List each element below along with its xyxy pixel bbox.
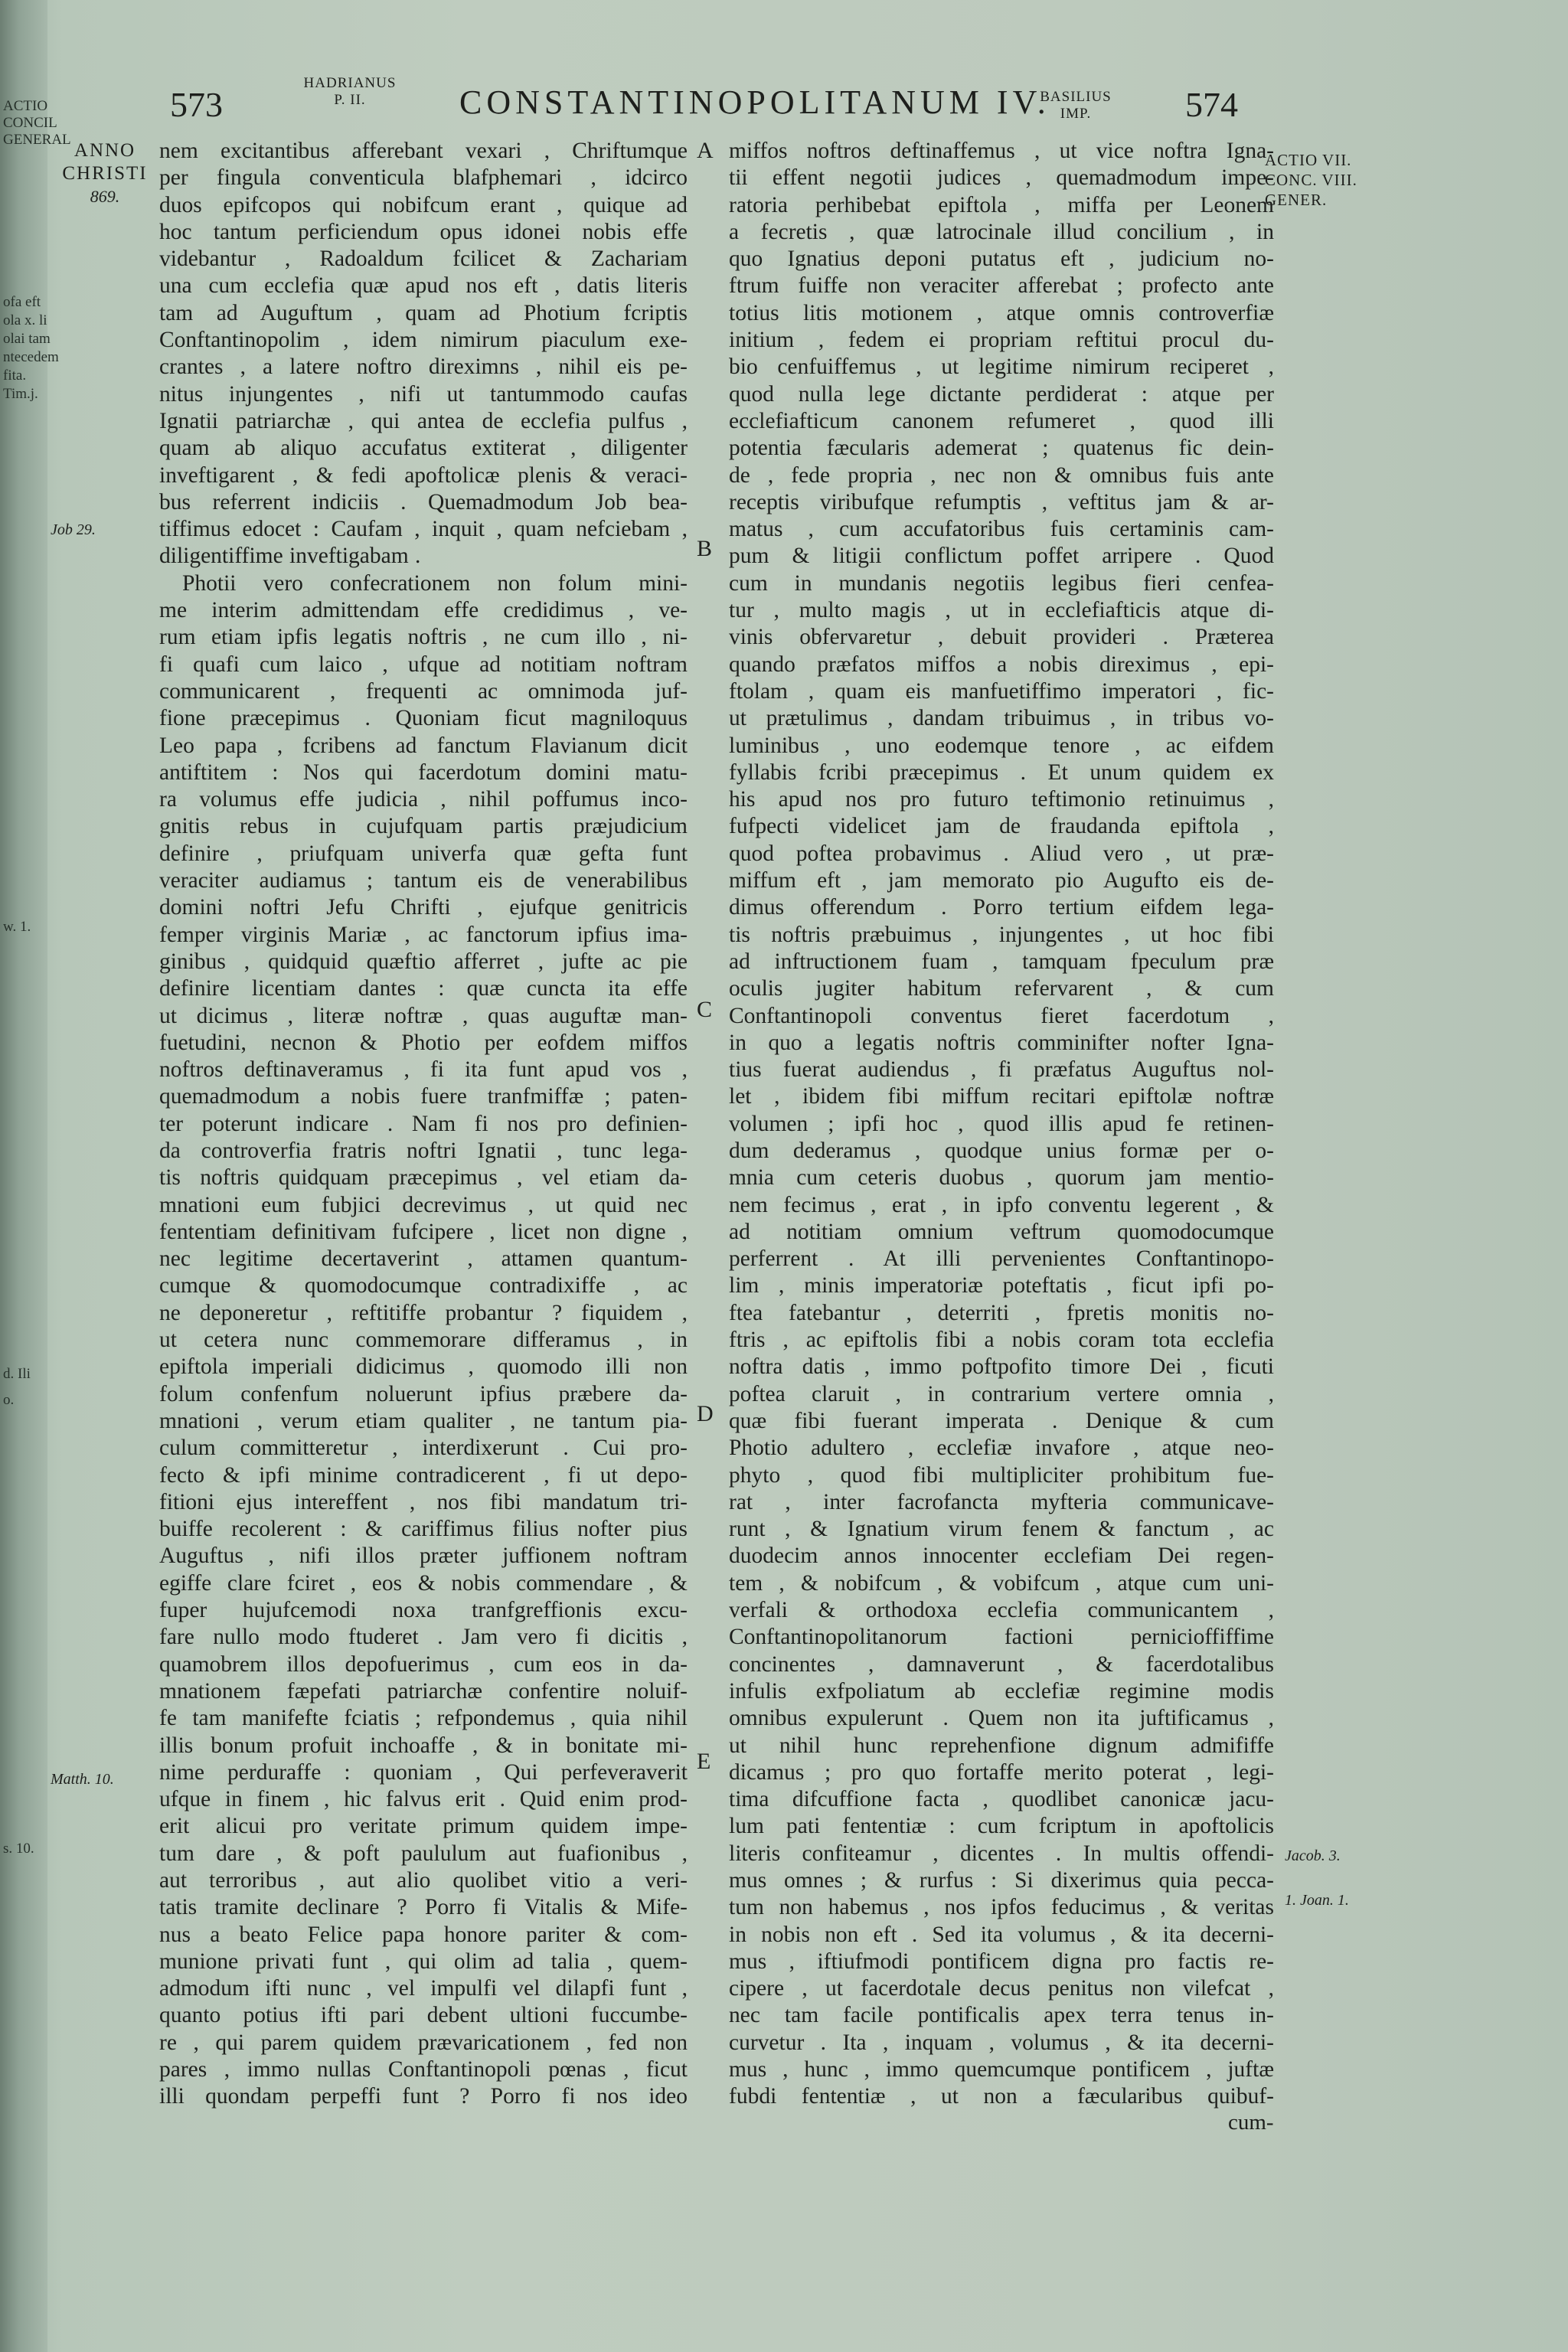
text-line: per fingula conventicula blafphemari , idcirco [159, 165, 688, 191]
catchword: cum- [1228, 2110, 1274, 2135]
text-line: volumen ; ipfi hoc , quod illis apud fe retinen- [729, 1111, 1274, 1136]
text-line: communicarent , frequenti ac omnimoda juf- [159, 678, 688, 704]
prev-page-fragment: GENERAL [3, 132, 71, 148]
text-line: diligentiffime inveftigabam . [159, 544, 421, 569]
text-line: mus , hunc , immo quemcumque pontificem , juftæ [729, 2057, 1274, 2082]
text-line: fi quafi cum laico , ufque ad notitiam noftram [159, 652, 688, 677]
text-line: tii effent negotii judices , quemadmodum impe- [729, 165, 1274, 191]
text-line: re , qui parem quidem prævaricationem , fed non [159, 2030, 688, 2055]
text-line: buiffe recolerent : & cariffimus filius nofter pius [159, 1517, 688, 1542]
text-line: ne deponeretur , reftitiffe probantur ? fiquidem , [159, 1300, 688, 1325]
prev-page-fragment: d. Ili [3, 1366, 31, 1382]
page-number-left: 573 [170, 85, 223, 124]
prev-page-fragment: fita. [3, 368, 27, 384]
text-line: fare nullo modo ftuderet . Jam vero fi dicitis , [159, 1625, 688, 1650]
text-column-right [729, 138, 1274, 2111]
text-line: una cum ecclefia quæ apud nos eft , datis literis [159, 273, 688, 299]
text-line: nec legitime decertaverint , attamen quantum- [159, 1246, 688, 1272]
text-line: fubdi fententiæ , ut non a fæcularibus quibuf- [729, 2084, 1274, 2109]
text-line: in quo a legatis noftris comminifter nofter Igna- [729, 1030, 1274, 1055]
prev-page-fragment: ACTIO [3, 98, 48, 114]
prev-page-fragment: s. 10. [3, 1841, 34, 1857]
margin-note-john: 1. Joan. 1. [1285, 1892, 1349, 1909]
text-line: fecto & ipfi minime contradicerent , fi ut depo- [159, 1462, 688, 1488]
text-line: egiffe clare fciret , eos & nobis commendare , & [159, 1570, 688, 1596]
text-line: his apud nos pro futuro teftimonio retinuimus , [729, 787, 1274, 812]
text-line: nitus injungentes , nifi ut tantummodo caufas [159, 381, 688, 407]
margin-note-job: Job 29. [51, 521, 96, 538]
text-line: munione privati funt , qui olim ad talia , quem- [159, 1949, 688, 1974]
text-line: Conftantinopoli conventus fieret facerdotum , [729, 1003, 1274, 1028]
text-line: tem , & nobifcum , & vobifcum , atque cum uni- [729, 1570, 1274, 1596]
text-line: noftros deftinaveramus , fi ita funt apud vos , [159, 1057, 688, 1083]
text-line: ginibus , quidquid quæftio afferret , jufte ac pie [159, 949, 688, 974]
text-line: vinis obfervaretur , debuit provideri . Præterea [729, 625, 1274, 650]
anno-label: ANNO [74, 140, 136, 161]
text-line: fuetudini, necnon & Photio per eofdem miffos [159, 1030, 688, 1055]
text-line: rum etiam ipfis legatis noftris , ne cum illo , ni- [159, 625, 688, 650]
actio-line: CONC. VIII. [1265, 171, 1357, 189]
text-line: tis noftris quidquam præcepimus , vel etiam da- [159, 1165, 688, 1191]
text-line: poftea claruit , in contrarium vertere omnia , [729, 1381, 1274, 1406]
text-line: Photii vero confecrationem non folum mini- [182, 570, 688, 596]
text-line: Photio adultero , ecclefiæ invafore , atque neo- [729, 1436, 1274, 1461]
section-letter-a: A [697, 138, 714, 163]
text-line: tima difcuffione facta , quodlibet canonicæ jacu- [729, 1787, 1274, 1812]
text-line: mnationi , verum etiam qualiter , ne tantum pia- [159, 1408, 688, 1433]
prev-page-fragment: olai tam [3, 331, 51, 347]
header-pope-name: HADRIANUS [303, 75, 397, 91]
text-line: nus a beato Felice papa honore pariter & com- [159, 1922, 688, 1947]
text-line: quæ fibi fuerant imperata . Denique & cum [729, 1408, 1274, 1433]
text-line: illi quondam perpeffi funt ? Porro fi nos ideo [159, 2084, 688, 2109]
text-line: receptis viribufque refumptis , veftitus jam & ar- [729, 489, 1274, 514]
text-line: bus referrent indiciis . Quemadmodum Job bea- [159, 489, 688, 514]
prev-page-fragment: w. 1. [3, 919, 31, 935]
text-line: erit alicui pro veritate primum quidem impe- [159, 1814, 688, 1839]
text-line: mus omnes ; & rurfus : Si dixerimus quia pecca- [729, 1868, 1274, 1893]
text-line: a fecretis , quæ latrocinale illud concilium , in [729, 219, 1274, 244]
prev-page-fragment: o. [3, 1392, 15, 1408]
text-line: duos epifcopos qui nobifcum erant , quique ad [159, 192, 688, 217]
text-line: verfali & orthodoxa ecclefia communicantem , [729, 1598, 1274, 1623]
text-line: Conftantinopolitanorum factioni pernicioffiffime [729, 1625, 1274, 1650]
text-line: ufque in finem , hic falvus erit . Quid enim prod- [159, 1787, 688, 1812]
text-line: Ignatii patriarchæ , qui antea de ecclefia pulfus , [159, 408, 688, 433]
text-line: gnitis rebus in cujufquam partis præjudicium [159, 814, 688, 839]
margin-note-matthew: Matth. 10. [51, 1771, 114, 1788]
text-line: fufpecti videlicet jam de fraudanda epiftola , [729, 814, 1274, 839]
text-line: ter poterunt indicare . Nam fi nos pro definien- [159, 1111, 688, 1136]
page-title: CONSTANTINOPOLITANUM IV. [459, 83, 1050, 121]
previous-page-edge [0, 0, 71, 2352]
text-line: tius fuerat audiendus , fi præfatus Auguftus nol- [729, 1057, 1274, 1083]
text-line: cipere , ut facerdotale decus penitus non vilefcat , [729, 1976, 1274, 2001]
actio-marginal [1265, 150, 1357, 210]
text-line: mnationem fæpefati patriarchæ confentire noluif- [159, 1678, 688, 1704]
text-line: mus , iftiufmodi pontificem digna pro factis re- [729, 1949, 1274, 1974]
text-line: tum dare , & poft paululum aut fuafionibus , [159, 1841, 688, 1866]
text-line: ftrum fuiffe non veraciter afferebat ; profecto ante [729, 273, 1274, 299]
text-line: dum dederamus , quodque unius formæ per o- [729, 1138, 1274, 1163]
text-line: potentia fæcularis ademerat ; quatenus fic dein- [729, 436, 1274, 461]
text-line: epiftola imperiali didicimus , quomodo illi non [159, 1354, 688, 1380]
section-letter-e: E [697, 1749, 711, 1774]
text-line: nec tam facile pontificalis apex terra tenus in- [729, 2003, 1274, 2028]
text-line: in nobis non eft . Sed ita volumus , & ita decerni- [729, 1922, 1274, 1947]
text-column-left [159, 138, 688, 2111]
text-line: infulis exfpoliatum ab ecclefiæ regimine modis [729, 1678, 1274, 1704]
text-line: ut prætulimus , dandam tribuimus , in tribus vo- [729, 706, 1274, 731]
text-line: omnibus expulerunt . Quem non ita juftificamus , [729, 1706, 1274, 1731]
header-pope-title: P. II. [334, 92, 366, 108]
header-emperor [1018, 89, 1133, 122]
header-emperor-title: IMP. [1060, 106, 1092, 122]
text-line: da controverfia fratris noftri Ignatii , tunc lega- [159, 1138, 688, 1163]
running-head [0, 70, 1568, 139]
text-line: matus , cum accufatoribus fuis certaminis cam- [729, 517, 1274, 542]
text-line: nime perduraffe : quoniam , Qui perfeveraverit [159, 1759, 688, 1785]
text-line: ftris , ac epiftolis fibi a nobis coram tota ecclefia [729, 1328, 1274, 1353]
text-line: quod poftea probavimus . Aliud vero , ut præ- [729, 841, 1274, 866]
text-line: rat , inter facrofancta myfteria communicave- [729, 1489, 1274, 1514]
text-line: dicamus ; pro quo fortaffe merito poterat , legi- [729, 1759, 1274, 1785]
prev-page-fragment: CONCIL [3, 115, 57, 131]
text-line: mnia cum ceteris duobus , quorum jam mentio- [729, 1165, 1274, 1191]
prev-page-fragment: Tim.j. [3, 386, 38, 402]
text-line: tiffimus edocet : Caufam , inquit , quam nefciebam , [159, 517, 688, 542]
text-line: cumque & quomodocumque contradixiffe , ac [159, 1273, 688, 1298]
text-line: folum confenfum noluerunt ipfius præbere da- [159, 1381, 688, 1406]
prev-page-fragment: ofa eft [3, 294, 41, 310]
text-line: lum pati fententiæ : cum fcriptum in apoftolicis [729, 1814, 1274, 1839]
text-line: ad notitiam omnium veftrum quomodocumque [729, 1219, 1274, 1244]
text-line: noftra datis , immo poftpofito timore Dei , ficuti [729, 1354, 1274, 1380]
text-line: ratoria perhibebat epiftola , miffa per Leonem [729, 192, 1274, 217]
text-line: femper virginis Mariæ , ac fanctorum ipfius ima- [159, 922, 688, 947]
text-line: nem fecimus , erat , in ipfo conventu legerent , & [729, 1192, 1274, 1217]
margin-note-james: Jacob. 3. [1285, 1847, 1341, 1864]
text-line: fuper hujufcemodi noxa tranfgreffionis excu- [159, 1598, 688, 1623]
text-line: ad inftructionem fuam , tamquam fpeculum præ [729, 949, 1274, 974]
text-line: me interim admittendam effe credidimus , ve- [159, 598, 688, 623]
text-line: tur , multo magis , ut in ecclefiafticis atque di- [729, 598, 1274, 623]
text-line: quod nulla lege dictante perdiderat : atque per [729, 381, 1274, 407]
text-line: fententiam definitivam fufcipere , licet non digne , [159, 1219, 688, 1244]
text-line: totius litis motionem , atque omnis controverfiæ [729, 300, 1274, 325]
text-line: quanto potius ifti pari debent ultioni fuccumbe- [159, 2003, 688, 2028]
text-line: ut dicimus , literæ noftræ , quas auguftæ man- [159, 1003, 688, 1028]
text-line: tum non habemus , nos ipfos feducimus , & veritas [729, 1895, 1274, 1920]
text-line: Auguftus , nifi illos præter juffionem noftram [159, 1544, 688, 1569]
text-line: initium , fedem ei propriam reftitui procul du- [729, 328, 1274, 353]
text-line: mnationi eum fubjici decrevimus , ut quid nec [159, 1192, 688, 1217]
text-line: duodecim annos innocenter ecclefiam Dei regen- [729, 1544, 1274, 1569]
text-line: inveftigarent , & fedi apoftolicæ plenis & veraci- [159, 462, 688, 488]
text-line: quam ab aliquo accufatus extiterat , diligenter [159, 436, 688, 461]
year-value: 869. [90, 187, 120, 206]
text-line: perferrent . At illi pervenientes Conftantinopo- [729, 1246, 1274, 1272]
text-line: quemadmodum a nobis fuere tranfmiffæ ; paten- [159, 1084, 688, 1109]
text-line: ftolam , quam eis manfuetiffimo imperatori , fic- [729, 678, 1274, 704]
text-line: veraciter audiamus ; tantum eis de venerabilibus [159, 868, 688, 893]
text-line: ut cetera nunc commemorare differamus , in [159, 1328, 688, 1353]
text-line: ecclefiafticum canonem refumeret , quod illi [729, 408, 1274, 433]
year-marginal [55, 139, 155, 208]
section-letter-c: C [697, 997, 713, 1022]
text-line: definire licentiam dantes : quæ cuncta ita effe [159, 976, 688, 1001]
text-line: concinentes , damnaverunt , & facerdotalibus [729, 1651, 1274, 1677]
prev-page-fragment: ola x. li [3, 312, 47, 328]
christi-label: CHRISTI [62, 163, 148, 184]
text-line: nem excitantibus afferebant vexari , Chriftumque [159, 139, 688, 163]
text-line: literis confiteamur , dicentes . In multis offendi- [729, 1841, 1274, 1866]
text-line: hoc tantum perficiendum opus idonei nobis effe [159, 219, 688, 244]
text-line: crantes , a latere noftro direximns , nihil eis pe- [159, 354, 688, 380]
text-line: culum committeretur , interdixerunt . Cui pro- [159, 1436, 688, 1461]
text-line: Conftantinopolim , idem nimirum piaculum exe- [159, 328, 688, 353]
text-line: antiftitem : Nos qui facerdotum domini matu- [159, 760, 688, 785]
text-line: let , ibidem fibi miffum recitari epiftolæ noftræ [729, 1084, 1274, 1109]
page-number-right: 574 [1185, 85, 1238, 124]
text-line: tis noftris præbuimus , injungentes , ut hoc fibi [729, 922, 1274, 947]
text-line: aut terroribus , aut alio quolibet vitio a veri- [159, 1868, 688, 1893]
text-line: quamobrem illos depofuerimus , cum eos in da- [159, 1651, 688, 1677]
text-line: tam ad Auguftum , quam ad Photium fcriptis [159, 300, 688, 325]
text-line: ra volumus effe judicia , nihil poffumus inco- [159, 787, 688, 812]
text-line: luminibus , uno eodemque tenore , ac eifdem [729, 733, 1274, 758]
header-emperor-name: BASILIUS [1040, 89, 1112, 105]
actio-line: ACTIO VII. [1265, 151, 1352, 169]
text-line: pum & litigii conflictum poffet arripere . Quod [729, 544, 1274, 569]
text-line: runt , & Ignatium virum fenem & fanctum , ac [729, 1517, 1274, 1542]
header-pope [285, 75, 415, 109]
text-line: miffum eft , jam memorato pio Augufto eis de- [729, 868, 1274, 893]
text-line: pares , immo nullas Conftantinopoli pœnas , ficut [159, 2057, 688, 2082]
text-line: fione præcepimus . Quoniam ficut magniloquus [159, 706, 688, 731]
text-line: miffos noftros deftinaffemus , ut vice noftra Igna- [729, 139, 1274, 163]
text-line: ut nihil hunc reprehenfione dignum admififfe [729, 1733, 1274, 1758]
text-line: fitioni ejus intereffent , nos fibi mandatum tri- [159, 1489, 688, 1514]
text-line: domini noftri Jefu Chrifti , ejufque genitricis [159, 895, 688, 920]
text-line: lim , minis imperatoriæ poteftatis , ficut ipfi po- [729, 1273, 1274, 1298]
actio-line: GENER. [1265, 191, 1328, 209]
text-line: fe tam manifefte fciatis ; refpondemus , quia nihil [159, 1706, 688, 1731]
text-line: fyllabis fcribi præcepimus . Et unum quidem ex [729, 760, 1274, 785]
text-line: cum in mundanis negotiis legibus fieri cenfea- [729, 570, 1274, 596]
text-line: quo Ignatius deponi putatus eft , judicium no- [729, 247, 1274, 272]
text-line: de , fede propria , nec non & omnibus fuis ante [729, 462, 1274, 488]
text-line: videbantur , Radoaldum fcilicet & Zachariam [159, 247, 688, 272]
text-line: quando præfatos miffos a nobis direximus , epi- [729, 652, 1274, 677]
text-line: Leo papa , fcribens ad fanctum Flavianum dicit [159, 733, 688, 758]
section-letter-d: D [697, 1401, 714, 1426]
text-line: tatis tramite declinare ? Porro fi Vitalis & Mife- [159, 1895, 688, 1920]
text-line: oculis jugiter habitum refervarent , & cum [729, 976, 1274, 1001]
text-line: ftea fatebantur , deterriti , fpretis monitis no- [729, 1300, 1274, 1325]
text-line: bio cenfuiffemus , ut legitime nimirum reciperet , [729, 354, 1274, 380]
text-line: dimus offerendum . Porro tertium eifdem lega- [729, 895, 1274, 920]
text-line: illis bonum profuit inchoaffe , & in bonitate mi- [159, 1733, 688, 1758]
prev-page-fragment: ntecedem [3, 349, 59, 365]
text-line: definire , priufquam univerfa quæ gefta funt [159, 841, 688, 866]
text-line: phyto , quod fibi multipliciter prohibitum fue- [729, 1462, 1274, 1488]
text-line: admodum ifti nunc , vel impulfi vel dilapfi funt , [159, 1976, 688, 2001]
text-line: curvetur . Ita , inquam , volumus , & ita decerni- [729, 2030, 1274, 2055]
section-letter-b: B [697, 536, 713, 561]
